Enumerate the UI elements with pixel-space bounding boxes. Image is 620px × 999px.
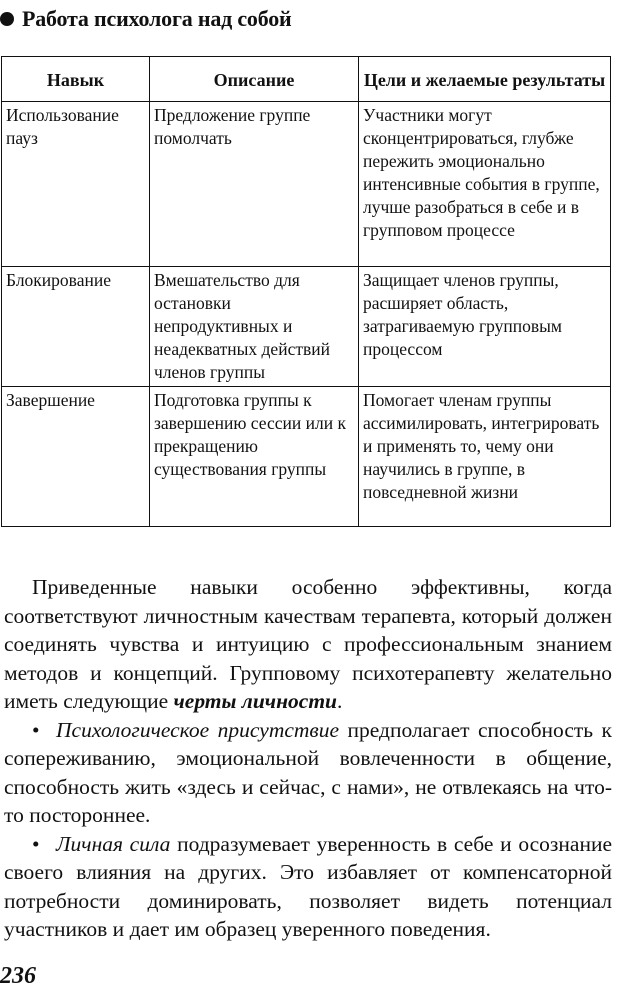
- presence-text: предполагает способность к сопереживанию, эмоциональной вовлеченности в общение, способность жить «здесь и сейчас, с нами», не отвлекаясь на что-то постороннее.: [4, 717, 612, 827]
- cell-skill: Использование пауз: [2, 102, 150, 267]
- cell-description: Подготовка группы к завершению сессии или к прекращению существования группы: [150, 387, 359, 527]
- paragraph-presence: [4, 716, 612, 830]
- paragraph-power: [4, 830, 612, 944]
- body-text: [4, 573, 612, 944]
- running-head: [0, 4, 292, 34]
- cell-goals: Участники могут сконцентрироваться, глубже пережить эмоционально интенсивные события в группе, лучше разобраться в себе и в групповом процессе: [359, 102, 611, 267]
- skills-table: [1, 56, 611, 527]
- bullet-icon: •: [32, 831, 40, 856]
- header-description: Описание: [150, 57, 359, 102]
- term-presence: Психологическое присутствие: [56, 717, 340, 742]
- cell-description: Вмешательство для остановки непродуктивных и неадекватных действий членов группы: [150, 267, 359, 387]
- power-text: подразумевает уверенность в себе и осознание своего влияния на других. Это избавляет от компенсаторной потребности доминировать, позволяет видеть потенциал участников и дает им образец уверенного поведения.: [4, 831, 612, 941]
- cell-goals: Помогает членам группы ассимилировать, интегрировать и применять то, чему они научились в группе, в повседневной жизни: [359, 387, 611, 527]
- page-number: 236: [0, 963, 36, 989]
- intro-text: Приведенные навыки особенно эффективны, когда соответствуют личностным качествам терапевта, который должен соединять чувства и интуицию с профессиональным знанием методов и концепций. Групповому психотерапевту желательно иметь следующие: [4, 575, 612, 713]
- intro-emphasis: черты личности: [173, 689, 337, 713]
- header-goals: Цели и желаемые результаты: [359, 57, 611, 102]
- cell-goals: Защищает членов группы, расширяет область, затрагиваемую групповым процессом: [359, 267, 611, 387]
- intro-end: .: [337, 689, 343, 713]
- header-bullet-icon: [0, 12, 14, 26]
- table-row: [2, 387, 611, 527]
- table-row: [2, 102, 611, 267]
- table-row: [2, 267, 611, 387]
- cell-skill: Блокирование: [2, 267, 150, 387]
- cell-skill: Завершение: [2, 387, 150, 527]
- bullet-icon: •: [32, 717, 40, 742]
- header-skill: Навык: [2, 57, 150, 102]
- table-header-row: [2, 57, 611, 102]
- term-power: Личная сила: [56, 831, 171, 856]
- cell-description: Предложение группе помолчать: [150, 102, 359, 267]
- paragraph-intro: [4, 573, 612, 716]
- running-title: Работа психолога над собой: [22, 6, 292, 31]
